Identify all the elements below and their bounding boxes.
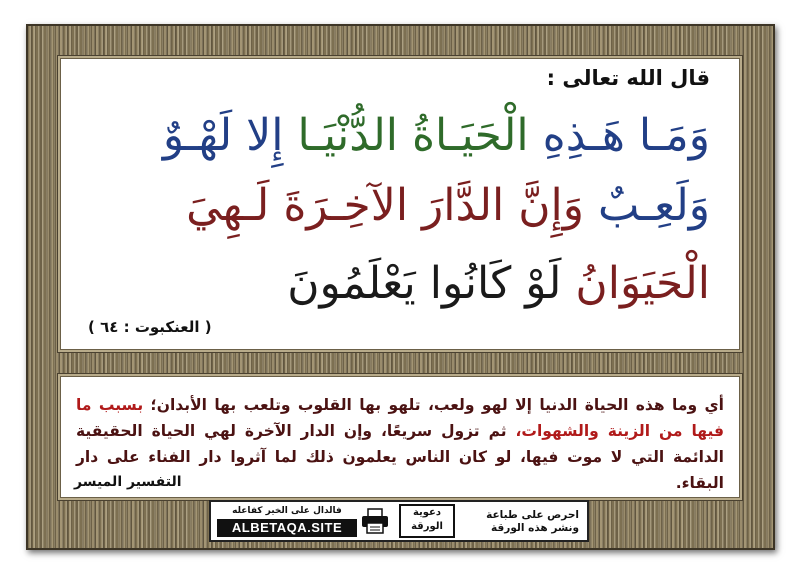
verse-segment: وَإِنَّ الدَّارَ الآخِـرَةَ لَـهِيَ (186, 180, 585, 231)
footer-site-block (217, 505, 357, 537)
footer-note (459, 509, 579, 535)
verse-segment: الْحَيَـاةُ الدُّنْيَـا (297, 110, 529, 161)
footer-site-link[interactable]: ALBETAQA.SITE (217, 519, 357, 537)
footer-note-line: احرص على طباعة (486, 509, 579, 521)
verse-reference: ( العنكبوت : ٦٤ ) (88, 318, 212, 336)
verse-line-1 (163, 106, 710, 166)
verse-intro: قال الله تعالى : (546, 66, 710, 90)
footer-slogan: فالدال على الخير كفاعله (232, 506, 342, 516)
tafsir-part-highlight: بسبب ما فيها من الزينة والشهوات، (76, 396, 724, 440)
verse-panel (60, 58, 740, 350)
tafsir-part: أي وما هذه الحياة الدنيا إلا لهو ولعب، تلهو بها القلوب وتلعب بها الأبدان؛ (143, 396, 724, 414)
tafsir-part: ثم تزول سريعًا، وإن الدار الآخرة لهي الحياة الحقيقية الدائمة التي لا موت فيها، لو كان الناس يعلمون ذلك لما آثروا دار الفناء على دار البقاء. (76, 422, 724, 492)
footer-bar (209, 500, 589, 542)
verse-line-3 (287, 254, 710, 314)
verse-segment: الْحَيَوَانُ (575, 258, 710, 309)
verse-segment: وَلَعِـبٌ (598, 180, 710, 231)
printer-icon (361, 508, 389, 534)
tafsir-source: التفسير الميسر (74, 474, 182, 490)
tafsir-panel (60, 376, 740, 498)
verse-line-2 (186, 176, 710, 236)
verse-segment: وَمَـا هَـذِهِ (542, 110, 710, 161)
dawiya-logo: دعوية الورقة (399, 504, 455, 538)
footer-note-line: ونشر هذه الورقة (491, 522, 579, 534)
verse-segment: إِلا لَهْـوٌ (162, 110, 284, 161)
verse-segment: لَوْ كَانُوا يَعْلَمُونَ (287, 258, 562, 309)
